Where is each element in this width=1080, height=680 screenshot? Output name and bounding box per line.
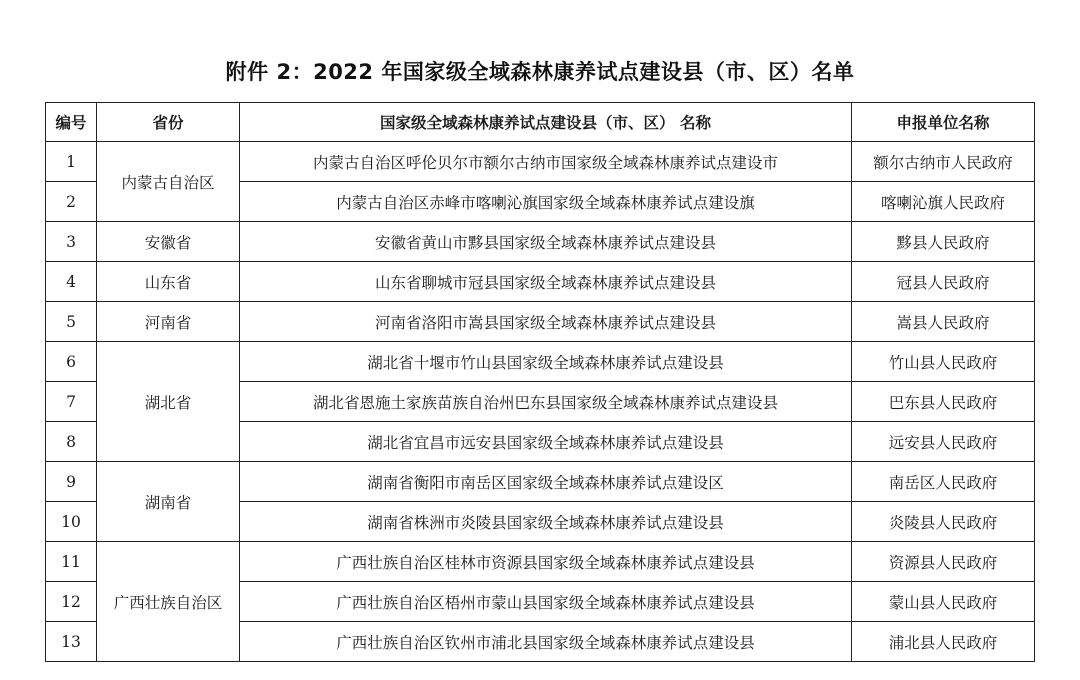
applicant-unit-cell: 炎陵县人民政府 [852,502,1035,542]
table-row [46,542,1035,582]
row-number: 3 [46,222,97,262]
row-number: 4 [46,262,97,302]
applicant-unit-cell: 浦北县人民政府 [852,622,1035,662]
table-row [46,462,1035,502]
pilot-name-cell: 广西壮族自治区桂林市资源县国家级全域森林康养试点建设县 [240,542,852,582]
applicant-unit-cell: 冠县人民政府 [852,262,1035,302]
pilot-name-cell: 湖北省恩施土家族苗族自治州巴东县国家级全域森林康养试点建设县 [240,382,852,422]
province-cell: 安徽省 [97,222,240,262]
row-number: 8 [46,422,97,462]
pilot-name-cell: 湖南省衡阳市南岳区国家级全域森林康养试点建设区 [240,462,852,502]
province-cell: 湖北省 [97,342,240,462]
pilot-name-cell: 内蒙古自治区赤峰市喀喇沁旗国家级全域森林康养试点建设旗 [240,182,852,222]
province-cell: 河南省 [97,302,240,342]
pilot-name-cell: 湖北省宜昌市远安县国家级全域森林康养试点建设县 [240,422,852,462]
pilot-name-cell: 湖南省株洲市炎陵县国家级全域森林康养试点建设县 [240,502,852,542]
applicant-unit-cell: 巴东县人民政府 [852,382,1035,422]
pilot-name-cell: 广西壮族自治区梧州市蒙山县国家级全域森林康养试点建设县 [240,582,852,622]
applicant-unit-cell: 黟县人民政府 [852,222,1035,262]
row-number: 6 [46,342,97,382]
table-row [46,142,1035,182]
applicant-unit-cell: 南岳区人民政府 [852,462,1035,502]
applicant-unit-cell: 喀喇沁旗人民政府 [852,182,1035,222]
row-number: 11 [46,542,97,582]
header-number: 编号 [46,103,97,142]
row-number: 5 [46,302,97,342]
table-row [46,302,1035,342]
header-province: 省份 [97,103,240,142]
province-cell: 山东省 [97,262,240,302]
applicant-unit-cell: 远安县人民政府 [852,422,1035,462]
applicant-unit-cell: 额尔古纳市人民政府 [852,142,1035,182]
applicant-unit-cell: 竹山县人民政府 [852,342,1035,382]
document-title: 附件 2：2022 年国家级全域森林康养试点建设县（市、区）名单 [225,60,855,84]
pilot-name-cell: 湖北省十堰市竹山县国家级全域森林康养试点建设县 [240,342,852,382]
applicant-unit-cell: 蒙山县人民政府 [852,582,1035,622]
row-number: 9 [46,462,97,502]
table-header-row [46,103,1035,142]
pilot-name-cell: 河南省洛阳市嵩县国家级全域森林康养试点建设县 [240,302,852,342]
applicant-unit-cell: 资源县人民政府 [852,542,1035,582]
table-row [46,262,1035,302]
row-number: 12 [46,582,97,622]
applicant-unit-cell: 嵩县人民政府 [852,302,1035,342]
row-number: 13 [46,622,97,662]
table-row [46,342,1035,382]
table-row [46,222,1035,262]
pilot-county-table [45,102,1035,662]
province-cell: 内蒙古自治区 [97,142,240,222]
header-pilot-name: 国家级全域森林康养试点建设县（市、区） 名称 [240,103,852,142]
row-number: 2 [46,182,97,222]
row-number: 1 [46,142,97,182]
pilot-name-cell: 广西壮族自治区钦州市浦北县国家级全域森林康养试点建设县 [240,622,852,662]
pilot-name-cell: 安徽省黄山市黟县国家级全域森林康养试点建设县 [240,222,852,262]
pilot-name-cell: 内蒙古自治区呼伦贝尔市额尔古纳市国家级全域森林康养试点建设市 [240,142,852,182]
header-applicant-unit: 申报单位名称 [852,103,1035,142]
province-cell: 广西壮族自治区 [97,542,240,662]
row-number: 7 [46,382,97,422]
row-number: 10 [46,502,97,542]
province-cell: 湖南省 [97,462,240,542]
pilot-name-cell: 山东省聊城市冠县国家级全域森林康养试点建设县 [240,262,852,302]
